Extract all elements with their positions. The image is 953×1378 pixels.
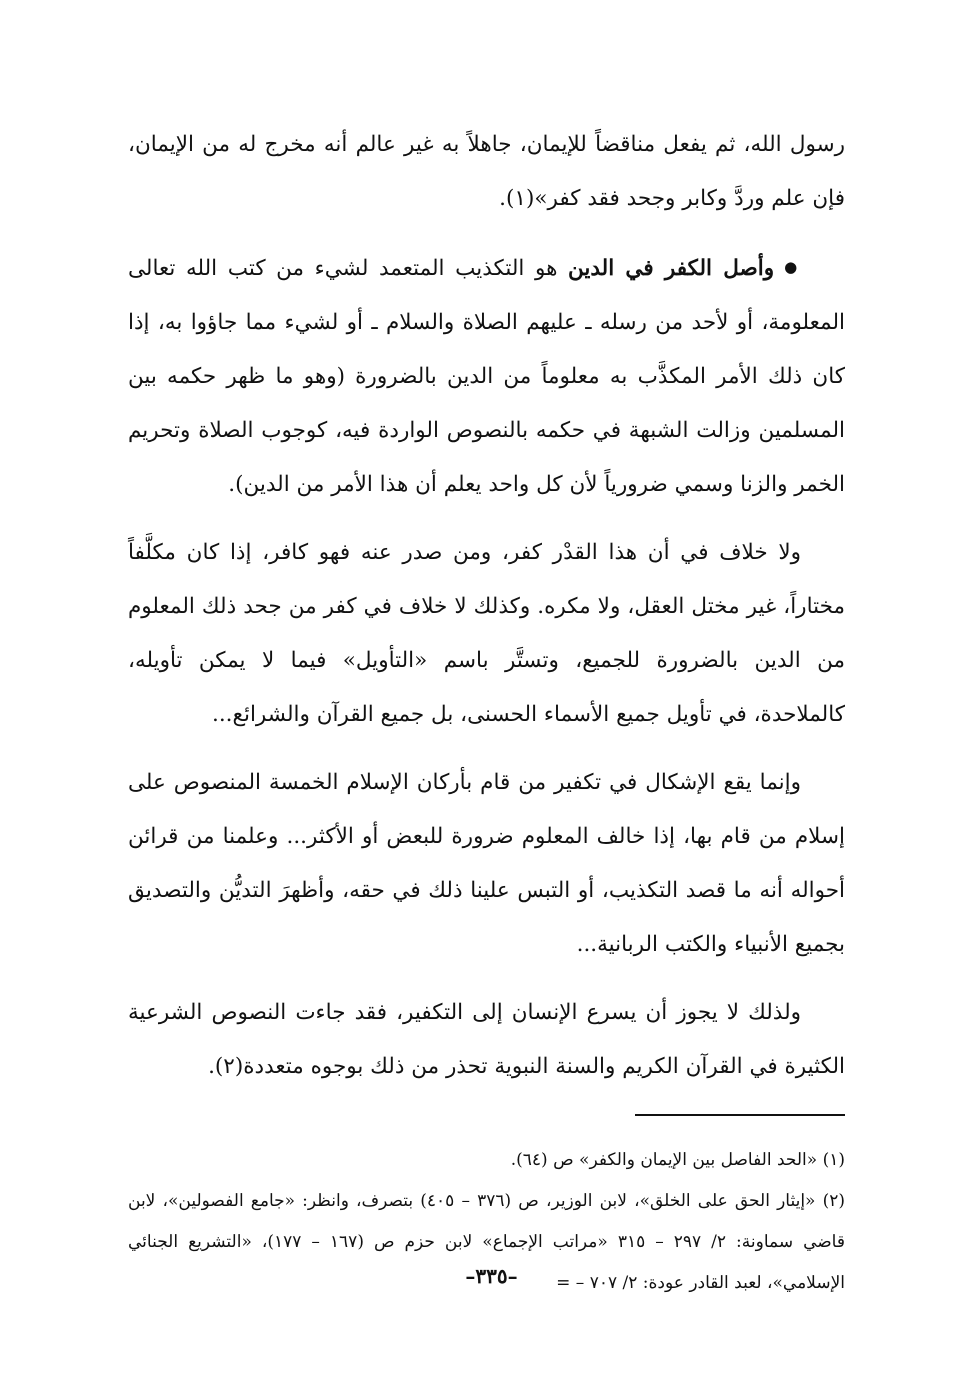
- paragraph-5: [128, 986, 845, 1094]
- paragraph-5-text: ولذلك لا يجوز أن يسرع الإنسان إلى التكفير، فقد جاءت النصوص الشرعية الكثيرة في القرآن الكريم والسنة النبوية تحذر من ذلك بوجوه متعددة(٢).: [128, 1000, 845, 1079]
- paragraph-4-text: وإنما يقع الإشكال في تكفير من قام بأركان الإسلام الخمسة المنصوص على إسلام من قام بها، إذا خالف المعلوم ضرورة للبعض أو الأكثر... وعلمنا من قرائن أحواله أنه ما قصد التكذيب، أو التبس علينا ذلك في حقه، وأظهرَ التديُّن والتصديق بجميع الأنبياء والكتب الربانية...: [128, 770, 845, 957]
- paragraph-1-text: رسول الله، ثم يفعل مناقضاً للإيمان، جاهلاً به غير عالم أنه مخرج له من الإيمان، فإن علم وردَّ وكابر وجحد فقد كفر»(١).: [128, 132, 845, 211]
- paragraph-1: [128, 118, 845, 226]
- footnote-2-text: (٢) «إيثار الحق على الخلق»، لابن الوزير، ص (٣٧٦ – ٤٠٥) بتصرف، وانظر: «جامع الفصولين»، لابن قاضي سماونة: ٢/ ٢٩٧ – ٣١٥ «مراتب الإجماع» لابن حزم ص (١٦٧ – ١٧٧)، «التشريع الجنائي الإسلامي»، لعبد القادر عودة: ٢/ ٧٠٧ – =: [128, 1191, 845, 1293]
- footnote-divider: [635, 1114, 845, 1116]
- bullet-icon: ●: [784, 258, 801, 276]
- page-number: –٣٣٥–: [465, 1264, 518, 1288]
- paragraph-2-text: هو التكذيب المتعمد لشيء من كتب الله تعالى المعلومة، أو لأحد من رسله ـ عليهم الصلاة والسلام ـ أو لشيء مما جاؤوا به، إذا كان ذلك الأمر المكذَّب به معلوماً من الدين بالضرورة (وهو ما ظهر حكمه بين المسلمين وزالت الشبهة في حكمه بالنصوص الواردة فيه، كوجوب الصلاة وتحريم الخمر والزنا وسمي ضرورياً لأن كل واحد يعلم أن هذا الأمر من الدين).: [128, 256, 845, 497]
- footnote-1-text: (١) «الحد الفاصل بين الإيمان والكفر» ص (٦٤).: [510, 1150, 845, 1170]
- paragraph-4: [128, 756, 845, 972]
- footnote-1: [128, 1140, 845, 1181]
- paragraph-3-text: ولا خلاف في أن هذا القدْر كفر، ومن صدر عنه فهو كافر، إذا كان مكلَّفاً مختاراً، غير مختل العقل، ولا مكره. وكذلك لا خلاف في كفر من جحد ذلك المعلوم من الدين بالضرورة للجميع، وتستَّر باسم «التأويل» فيما لا يمكن تأويله، كالملاحدة، في تأويل جميع الأسماء الحسنى، بل جميع القرآن والشرائع...: [128, 540, 845, 727]
- paragraph-3: [128, 526, 845, 742]
- paragraph-2: [128, 240, 845, 512]
- paragraph-2-lead: وأصل الكفر في الدين: [568, 256, 775, 281]
